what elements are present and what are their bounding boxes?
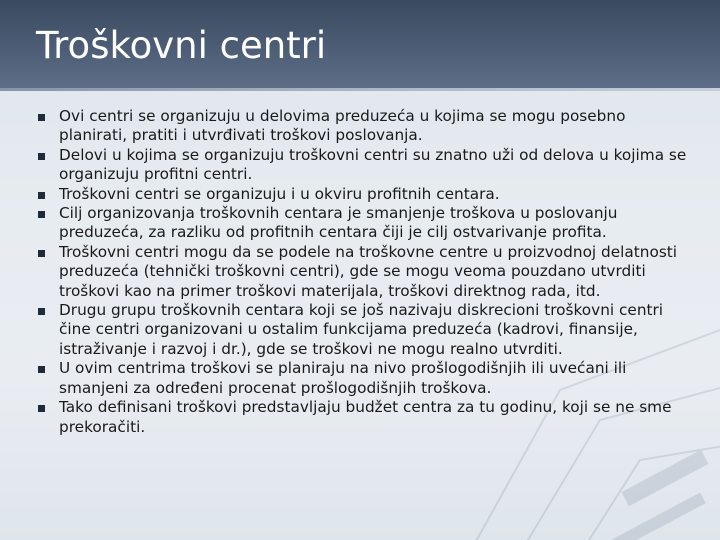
bullet-text: Ovi centri se organizuju u delovima preduzeća u kojima se mogu posebno planirati, pratiti i utvrđivati troškovi poslovanja. — [59, 107, 626, 145]
bullet-list — [36, 107, 696, 437]
bullet-square-icon — [38, 250, 45, 257]
bullet-item — [36, 301, 696, 359]
bullet-square-icon — [38, 308, 45, 315]
bullet-item — [36, 204, 696, 243]
bullet-item — [36, 359, 696, 398]
bullet-square-icon — [38, 153, 45, 160]
bullet-text: Troškovni centri mogu da se podele na troškovne centre u proizvodnoj delatnosti preduzeća (tehnički troškovni centri), gde se mogu veoma pouzdano utvrditi troškovi kao na primer troškovi materijala, troškovi direktnog rada, itd. — [59, 242, 678, 300]
bullet-item — [36, 146, 696, 185]
bullet-item — [36, 107, 696, 146]
bullet-square-icon — [38, 211, 45, 218]
bullet-item — [36, 243, 696, 301]
bullet-square-icon — [38, 405, 45, 412]
bullet-text: Delovi u kojima se organizuju troškovni centri su znatno uži od delova u kojima se organizuju profitni centri. — [59, 145, 687, 184]
slide-title: Troškovni centri — [36, 24, 327, 67]
bullet-text: Cilj organizovanja troškovnih centara je smanjenje troškova u poslovanju preduzeća, za razliku od profitnih centara čiji je cilj ostvarivanje profita. — [59, 204, 618, 242]
title-bar — [0, 0, 720, 88]
title-divider — [0, 88, 720, 91]
bullet-text: Troškovni centri se organizuju i u okviru profitnih centara. — [59, 184, 500, 203]
bullet-text: U ovim centrima troškovi se planiraju na nivo prošlogodišnjih ili uvećani ili smanjeni za određeni procenat prošlogodišnjih troškova. — [59, 359, 627, 397]
bullet-square-icon — [38, 366, 45, 373]
bullet-square-icon — [38, 192, 45, 199]
bullet-item — [36, 398, 696, 437]
bullet-text: Tako definisani troškovi predstavljaju budžet centra za tu godinu, koji se ne sme prekoračiti. — [59, 398, 672, 436]
bullet-item — [36, 185, 696, 204]
bullet-square-icon — [38, 114, 45, 121]
bullet-text: Drugu grupu troškovnih centara koji se još nazivaju diskrecioni troškovni centri čine centri organizovani u ostalim funkcijama preduzeća (kadrovi, finansije, istraživanje i razvoj i dr.), gde se troškovi ne mogu realno utvrditi. — [59, 301, 664, 358]
